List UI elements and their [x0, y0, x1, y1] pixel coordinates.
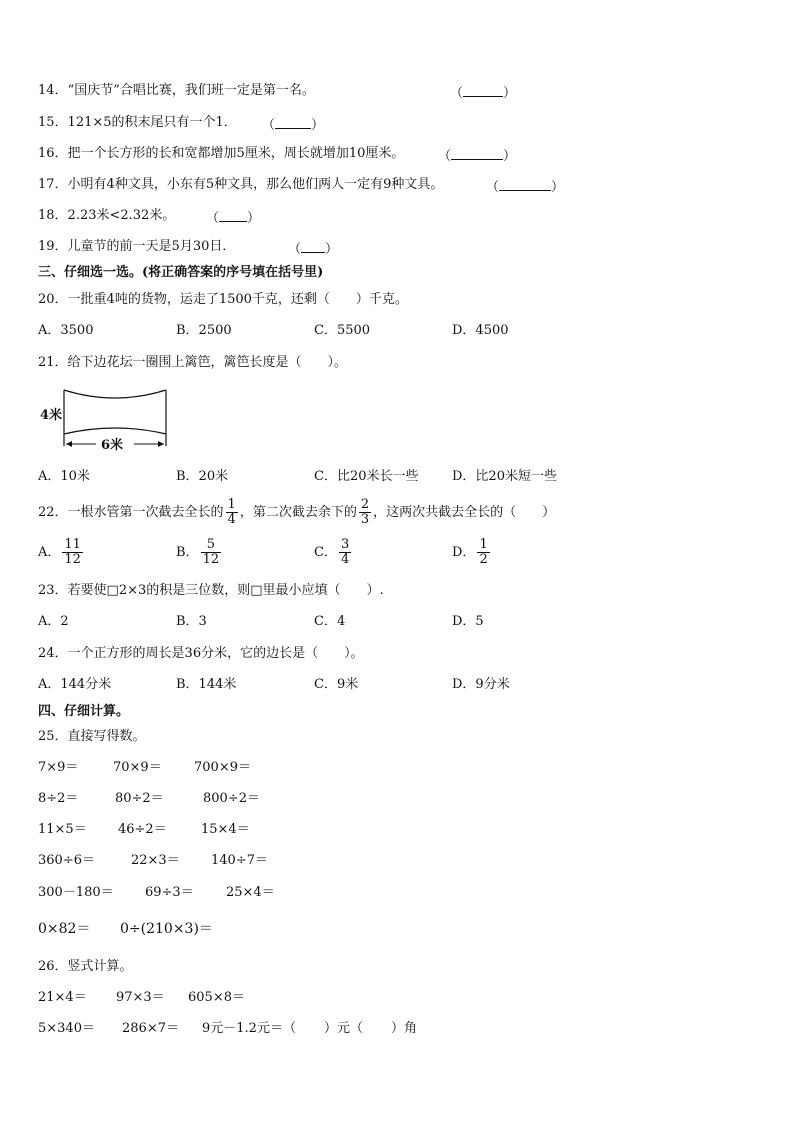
option-c[interactable]: C．4 — [314, 614, 346, 629]
question-20: 20．一批重4吨的货物，运走了1500千克，还剩（ ）千克。 — [38, 292, 408, 307]
flower-bed-figure — [38, 386, 178, 456]
option-c[interactable]: C．9米 — [314, 677, 359, 692]
option-b[interactable]: B．20米 — [176, 469, 229, 484]
option-b[interactable]: B．3 — [176, 614, 207, 629]
question-text: 18．2.23米<2.32米。 — [38, 208, 176, 223]
question-26-title: 26．竖式计算。 — [38, 959, 133, 974]
answer-paren-14[interactable]: （ ） — [450, 86, 517, 101]
section-title-3: 三、仔细选一选。(将正确答案的序号填在括号里) — [38, 265, 324, 280]
calc-item: 0÷(210×3)＝ — [120, 921, 213, 937]
option-a[interactable]: A． $\frac{11}{12}$ — [38, 537, 81, 567]
calc-item: 8÷2＝ — [38, 791, 79, 806]
option-b[interactable]: B．144米 — [176, 677, 237, 692]
answer-paren-16[interactable]: （ ） — [438, 149, 517, 164]
money-calc: 9元－1.2元＝（ ）元（ ）角 — [202, 1021, 417, 1036]
answer-paren-15[interactable]: （ ） — [262, 118, 325, 133]
question-14 — [38, 82, 315, 100]
option-d[interactable]: D．比20米短一些 — [452, 469, 557, 484]
calc-item: 15×4＝ — [201, 822, 250, 837]
answer-paren-18[interactable]: （ ） — [206, 211, 261, 226]
question-text: 15．121×5的积末尾只有一个1． — [38, 115, 237, 130]
question-17 — [38, 176, 443, 194]
question-text: 17．小明有4种文具，小东有5种文具，那么他们两人一定有9种文具。 — [38, 177, 444, 192]
calc-item: 360÷6＝ — [38, 853, 95, 868]
calc-item: 7×9＝ — [38, 760, 79, 775]
option-b[interactable]: B．2500 — [176, 323, 232, 338]
option-d[interactable]: D．4500 — [452, 323, 509, 338]
answer-paren-19[interactable]: （ ） — [288, 242, 339, 257]
question-21: 21．给下边花坛一圈围上篱笆，篱笆长度是（ ）。 — [38, 355, 348, 370]
option-a[interactable]: A．2 — [38, 614, 69, 629]
calc-item: 97×3＝ — [116, 990, 165, 1005]
option-c[interactable]: C． $\frac{3}{4}$ — [314, 537, 350, 567]
question-text: 19．儿童节的前一天是5月30日． — [38, 239, 236, 254]
calc-item: 80÷2＝ — [115, 791, 164, 806]
option-d[interactable]: D． $\frac{1}{2}$ — [452, 537, 488, 567]
calc-item: 11×5＝ — [38, 822, 87, 837]
option-a[interactable]: A．144分米 — [38, 677, 112, 692]
option-a[interactable]: A．10米 — [38, 469, 90, 484]
section-title-4: 四、仔细计算。 — [38, 704, 130, 719]
calc-item: 300－180＝ — [38, 885, 114, 900]
option-c[interactable]: C．比20米长一些 — [314, 469, 419, 484]
question-15 — [38, 114, 237, 132]
answer-paren-17[interactable]: （ ） — [486, 180, 565, 195]
calc-item: 21×4＝ — [38, 990, 87, 1005]
calc-item: 46÷2＝ — [118, 822, 167, 837]
option-d[interactable]: D．5 — [452, 614, 484, 629]
option-c[interactable]: C．5500 — [314, 323, 371, 338]
question-18 — [38, 207, 175, 225]
calc-item: 22×3＝ — [131, 853, 180, 868]
question-19 — [38, 238, 235, 256]
option-d[interactable]: D．9分米 — [452, 677, 510, 692]
calc-item: 605×8＝ — [188, 990, 245, 1005]
question-text: 14．“国庆节”合唱比赛，我们班一定是第一名。 — [38, 83, 315, 98]
fraction: $\frac{2}{3}$ — [360, 497, 370, 527]
question-23: 23．若要使□2×3的积是三位数，则□里最小应填（ ）. — [38, 583, 384, 598]
calc-item: 70×9＝ — [113, 760, 162, 775]
calc-item: 69÷3＝ — [145, 885, 194, 900]
question-22: 22．一根水管第一次截去全长的 $\frac{1}{4}$ ，第二次截去余下的 $\frac{2}{3}$ ，这两次共截去全长的（ ） — [38, 497, 556, 527]
question-16 — [38, 145, 404, 163]
calc-item: 286×7＝ — [122, 1021, 179, 1036]
option-a[interactable]: A．3500 — [38, 323, 94, 338]
height-label: 4米 — [40, 408, 63, 423]
calc-item: 800÷2＝ — [203, 791, 260, 806]
calc-item: 140÷7＝ — [211, 853, 268, 868]
calc-item: 0×82＝ — [38, 921, 91, 937]
calc-item: 25×4＝ — [226, 885, 275, 900]
fraction: $\frac{1}{4}$ — [227, 497, 236, 527]
calc-item: 5×340＝ — [38, 1021, 95, 1036]
question-24: 24．一个正方形的周长是36分米，它的边长是（ ）。 — [38, 646, 364, 661]
calc-item: 700×9＝ — [194, 760, 251, 775]
width-label: 6米 — [101, 438, 124, 453]
question-25-title: 25．直接写得数。 — [38, 729, 146, 744]
option-b[interactable]: B． $\frac{5}{12}$ — [176, 537, 220, 567]
question-text: 16．把一个长方形的长和宽都增加5厘米，周长就增加10厘米。 — [38, 146, 405, 161]
